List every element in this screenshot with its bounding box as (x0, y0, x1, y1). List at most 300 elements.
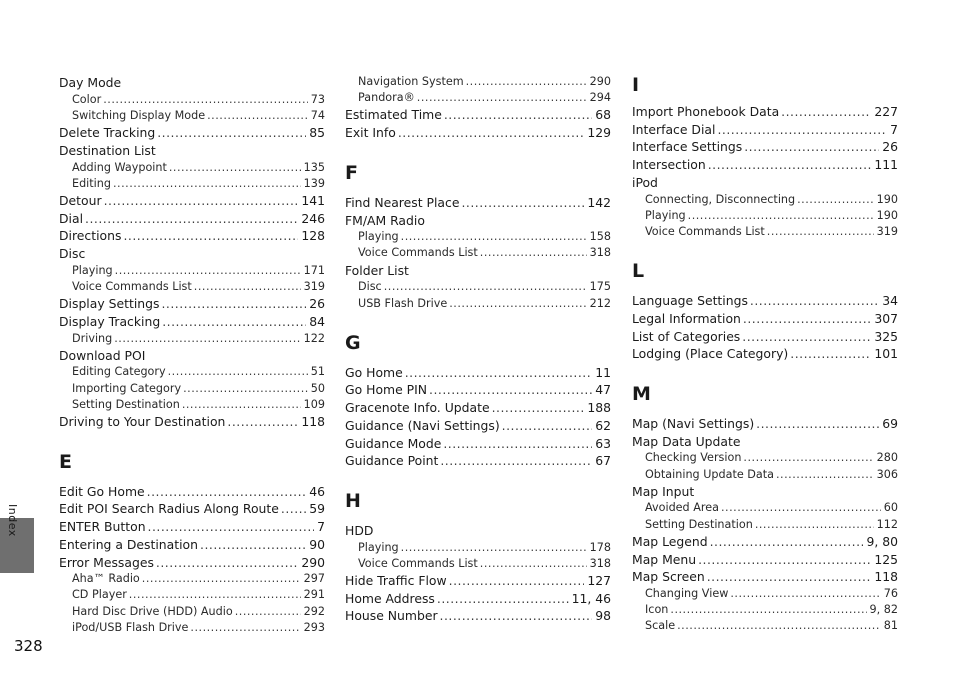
index-entry-label: Driving (72, 331, 113, 345)
index-entry-label: Playing (358, 540, 399, 554)
dot-leader (200, 536, 306, 554)
index-entry-label: List of Categories (632, 328, 741, 344)
index-entry-changing-view[interactable] (632, 586, 898, 602)
index-column-1 (59, 74, 325, 636)
index-entry-guidance-mode[interactable] (345, 435, 611, 453)
index-entry-voice-commands-list[interactable] (345, 245, 611, 261)
dot-leader (169, 160, 301, 176)
index-entry-label: Disc (59, 246, 86, 262)
index-entry-aha-radio[interactable] (59, 571, 325, 587)
index-entry-driving-to-your-destination[interactable] (59, 413, 325, 431)
dot-leader (85, 210, 298, 228)
index-entry-page[interactable]: 63 (595, 435, 611, 451)
index-entry-label: Guidance Point (345, 453, 439, 469)
index-entry-page[interactable]: 139 (303, 176, 325, 190)
index-entry-label: Guidance (Navi Settings) (345, 417, 500, 433)
dot-leader (767, 224, 874, 240)
section-letter-l: L (632, 260, 645, 283)
index-entry-label: Day Mode (59, 75, 122, 90)
dot-leader (157, 124, 306, 142)
index-entry-playing[interactable] (345, 229, 611, 245)
index-entry-label: Icon (645, 603, 669, 617)
index-entry-map-legend[interactable] (632, 533, 898, 551)
dot-leader (161, 295, 306, 313)
dot-leader (744, 138, 879, 156)
index-entry-page[interactable]: 178 (589, 540, 611, 554)
index-entry-playing[interactable] (632, 208, 898, 224)
index-entry-fm-am-radio (345, 212, 611, 230)
index-entry-page[interactable]: 26 (882, 139, 898, 155)
index-entry-page[interactable]: 125 (874, 551, 898, 567)
index-entry-page[interactable]: 47 (595, 382, 611, 398)
index-entry-page[interactable]: 51 (310, 365, 325, 379)
index-entry-label: Entering a Destination (59, 536, 198, 552)
index-entry-connecting-disconnecting[interactable] (632, 192, 898, 208)
dot-leader (707, 568, 872, 586)
index-entry-page[interactable]: 76 (883, 586, 898, 600)
index-entry-label: Map Legend (632, 533, 708, 549)
index-entry-switching-display-mode[interactable] (59, 108, 325, 124)
index-entry-hide-traffic-flow[interactable] (345, 572, 611, 590)
index-entry-page[interactable]: 7 (317, 519, 325, 535)
index-entry-display-settings[interactable] (59, 295, 325, 313)
index-entry-page[interactable]: 293 (303, 620, 325, 634)
index-entry-page[interactable]: 11, 46 (571, 590, 611, 606)
index-entry-page[interactable]: 292 (303, 604, 325, 618)
dot-leader (194, 279, 301, 295)
index-entry-interface-dial[interactable] (632, 121, 898, 139)
index-entry-page[interactable]: 135 (303, 160, 325, 174)
index-entry-page[interactable]: 291 (303, 588, 325, 602)
index-entry-find-nearest-place[interactable] (345, 194, 611, 212)
index-entry-label: Lodging (Place Category) (632, 346, 789, 362)
dot-leader (183, 381, 308, 397)
index-entry-page[interactable]: 142 (587, 194, 611, 210)
index-entry-label: Destination List (59, 142, 156, 158)
index-entry-label: Interface Dial (632, 121, 716, 137)
dot-leader (708, 156, 872, 174)
dot-leader (401, 540, 587, 556)
index-entry-scale[interactable] (632, 618, 898, 634)
dot-leader (207, 108, 308, 124)
index-entry-page[interactable]: 112 (876, 517, 898, 531)
dot-leader (743, 310, 871, 328)
dot-leader (677, 618, 881, 634)
index-entry-checking-version[interactable] (632, 450, 898, 466)
dot-leader (443, 435, 592, 453)
index-entry-label: CD Player (72, 588, 127, 602)
dot-leader (162, 313, 306, 331)
index-entry-page[interactable]: 60 (883, 501, 898, 515)
index-entry-label: iPod (632, 174, 658, 190)
index-entry-map-screen[interactable] (632, 568, 898, 586)
index-column-2 (345, 74, 611, 625)
index-entry-voice-commands-list[interactable] (345, 556, 611, 572)
index-entry-page[interactable]: 306 (876, 467, 898, 481)
index-entry-map-navi-settings[interactable] (632, 415, 898, 433)
index-entry-label: Edit Go Home (59, 483, 145, 499)
index-entry-disc[interactable] (345, 279, 611, 295)
index-entry-label: Map Data Update (632, 433, 741, 449)
index-entry-page[interactable]: 101 (874, 346, 898, 362)
index-entry-intersection[interactable] (632, 156, 898, 174)
index-entry-obtaining-update-data[interactable] (632, 467, 898, 483)
dot-leader (743, 450, 873, 466)
index-entry-interface-settings[interactable] (632, 138, 898, 156)
dot-leader (440, 452, 592, 470)
index-entry-page[interactable]: 59 (309, 501, 325, 517)
index-entry-label: Setting Destination (645, 517, 753, 531)
index-entry-estimated-time[interactable] (345, 106, 611, 124)
dot-leader (148, 518, 315, 536)
index-entry-page[interactable]: 280 (876, 451, 898, 465)
dot-leader (717, 121, 887, 139)
dot-leader (401, 229, 587, 245)
index-entry-label: Changing View (645, 586, 729, 600)
index-entry-lodging-place-category[interactable] (632, 345, 898, 363)
dot-leader (688, 208, 874, 224)
index-entry-page[interactable]: 11 (595, 364, 611, 380)
index-entry-page[interactable]: 297 (303, 572, 325, 586)
index-entry-page[interactable]: 98 (595, 608, 611, 624)
index-entry-label: Pandora® (358, 91, 415, 105)
index-entry-page[interactable]: 26 (309, 296, 325, 312)
dot-leader (776, 467, 874, 483)
dot-leader (417, 90, 587, 106)
dot-leader (103, 92, 308, 108)
index-entry-label: Go Home (345, 364, 403, 380)
index-entry-label: Map (Navi Settings) (632, 415, 755, 431)
index-entry-page[interactable]: 212 (589, 296, 611, 310)
index-entry-page[interactable]: 171 (303, 263, 325, 277)
index-entry-page[interactable]: 325 (874, 328, 898, 344)
section-letter-e: E (59, 450, 72, 473)
dot-leader (156, 554, 298, 572)
index-entry-label: Directions (59, 228, 122, 244)
dot-leader (466, 74, 587, 90)
index-column-3 (632, 74, 898, 635)
index-entry-label: Adding Waypoint (72, 160, 167, 174)
section-letter-f: F (345, 161, 358, 184)
dot-leader (384, 279, 587, 295)
index-entry-page[interactable]: 84 (309, 313, 325, 329)
dot-leader (698, 551, 871, 569)
dot-leader (440, 607, 593, 625)
dot-leader (502, 417, 593, 435)
index-entry-label: Editing (72, 176, 111, 190)
dot-leader (113, 176, 301, 192)
index-entry-page[interactable]: 190 (876, 208, 898, 222)
section-letter-h: H (345, 489, 361, 512)
section-letter-g: G (345, 331, 361, 354)
index-entry-label: Import Phonebook Data (632, 104, 780, 119)
index-entry-page[interactable]: 9, 82 (869, 603, 898, 617)
index-entry-label: HDD (345, 522, 374, 538)
dot-leader (492, 399, 585, 417)
index-entry-label: FM/AM Radio (345, 212, 425, 228)
index-entry-label: Playing (358, 230, 399, 244)
index-entry-label: Hard Disc Drive (HDD) Audio (72, 604, 233, 618)
index-entry-label: Home Address (345, 590, 435, 606)
index-entry-label: Playing (645, 208, 686, 222)
dot-leader (182, 397, 301, 413)
index-entry-list-of-categories[interactable] (632, 328, 898, 346)
index-entry-page[interactable]: 294 (589, 91, 611, 105)
index-entry-editing-category[interactable] (59, 364, 325, 380)
index-entry-page[interactable]: 69 (882, 415, 898, 431)
index-entry-setting-destination[interactable] (632, 517, 898, 533)
index-entry-page[interactable]: 109 (303, 397, 325, 411)
index-entry-exit-info[interactable] (345, 124, 611, 142)
dot-leader (461, 194, 584, 212)
index-entry-label: Checking Version (645, 451, 742, 465)
dot-leader (437, 590, 569, 608)
index-entry-page[interactable]: 128 (301, 228, 325, 244)
index-entry-label: Voice Commands List (358, 246, 478, 260)
index-entry-go-home-pin[interactable] (345, 381, 611, 399)
index-entry-color[interactable] (59, 92, 325, 108)
index-entry-label: Intersection (632, 157, 706, 173)
index-entry-page[interactable]: 158 (589, 230, 611, 244)
index-entry-page[interactable]: 227 (874, 104, 898, 119)
index-entry-edit-go-home[interactable] (59, 483, 325, 501)
index-entry-page[interactable]: 122 (303, 331, 325, 345)
dot-leader (755, 517, 874, 533)
index-entry-playing[interactable] (59, 263, 325, 279)
index-entry-delete-tracking[interactable] (59, 124, 325, 142)
index-entry-importing-category[interactable] (59, 381, 325, 397)
index-entry-label: Voice Commands List (72, 279, 192, 293)
dot-leader (429, 381, 592, 399)
index-entry-directions[interactable] (59, 227, 325, 245)
index-entry-page[interactable]: 111 (874, 157, 898, 173)
index-entry-page[interactable]: 85 (309, 125, 325, 141)
index-entry-map-data-update (632, 433, 898, 451)
dot-leader (480, 556, 587, 572)
index-entry-label: Disc (358, 280, 382, 294)
index-entry-label: Editing Category (72, 365, 166, 379)
index-entry-page[interactable]: 129 (587, 125, 611, 141)
index-entry-label: Display Tracking (59, 313, 161, 329)
index-entry-voice-commands-list[interactable] (632, 224, 898, 240)
dot-leader (742, 328, 871, 346)
dot-leader (115, 263, 301, 279)
index-entry-adding-waypoint[interactable] (59, 160, 325, 176)
index-entry-label: Avoided Area (645, 501, 719, 515)
section-letter-m: M (632, 382, 651, 405)
index-entry-cd-player[interactable] (59, 587, 325, 603)
index-entry-error-messages[interactable] (59, 554, 325, 572)
index-entry-label: Display Settings (59, 296, 160, 312)
index-entry-language-settings[interactable] (632, 292, 898, 310)
index-entry-label: Detour (59, 192, 102, 208)
index-entry-page[interactable]: 318 (589, 556, 611, 570)
index-entry-navigation-system[interactable] (345, 74, 611, 90)
index-entry-label: Download POI (59, 347, 146, 363)
index-entry-ipod-usb-flash-drive[interactable] (59, 620, 325, 636)
index-entry-label: USB Flash Drive (358, 296, 448, 310)
index-entry-enter-button[interactable] (59, 518, 325, 536)
index-entry-label: Dial (59, 210, 84, 226)
index-entry-go-home[interactable] (345, 364, 611, 382)
index-entry-label: Gracenote Info. Update (345, 400, 490, 416)
index-entry-label: House Number (345, 608, 438, 624)
index-entry-ipod (632, 174, 898, 192)
index-entry-folder-list (345, 262, 611, 280)
index-entry-label: Find Nearest Place (345, 194, 460, 210)
dot-leader (281, 500, 306, 518)
index-entry-setting-destination[interactable] (59, 397, 325, 413)
dot-leader (227, 413, 298, 431)
index-entry-map-input (632, 483, 898, 501)
index-entry-label: Folder List (345, 262, 409, 278)
dot-leader (142, 571, 301, 587)
index-entry-disc (59, 245, 325, 263)
index-entry-label: Driving to Your Destination (59, 414, 226, 430)
index-entry-usb-flash-drive[interactable] (345, 296, 611, 312)
index-entry-label: Map Menu (632, 551, 697, 567)
index-entry-page[interactable]: 46 (309, 483, 325, 499)
index-entry-label: Language Settings (632, 293, 748, 309)
index-entry-page[interactable]: 290 (589, 75, 611, 88)
index-entry-page[interactable]: 319 (303, 279, 325, 293)
index-entry-detour[interactable] (59, 192, 325, 210)
index-entry-dial[interactable] (59, 210, 325, 228)
dot-leader (405, 364, 593, 382)
index-entry-page[interactable]: 9, 80 (866, 533, 898, 549)
dot-leader (114, 331, 300, 347)
index-entry-label: Delete Tracking (59, 125, 156, 141)
index-entry-page[interactable]: 175 (589, 280, 611, 294)
index-entry-label: Voice Commands List (358, 556, 478, 570)
index-entry-pandora[interactable] (345, 90, 611, 106)
index-entry-entering-a-destination[interactable] (59, 536, 325, 554)
dot-leader (190, 620, 300, 636)
index-entry-label: Navigation System (358, 75, 464, 88)
index-entry-label: Interface Settings (632, 139, 743, 155)
dot-leader (750, 292, 879, 310)
index-entry-page[interactable]: 67 (595, 453, 611, 469)
index-entry-hdd (345, 522, 611, 540)
index-entry-label: Hide Traffic Flow (345, 573, 447, 589)
index-entry-legal-information[interactable] (632, 310, 898, 328)
index-entry-icon[interactable] (632, 602, 898, 618)
index-entry-page[interactable]: 118 (301, 414, 325, 430)
index-entry-label: Map Screen (632, 569, 705, 585)
index-entry-label: Setting Destination (72, 397, 180, 411)
index-entry-page[interactable]: 62 (595, 417, 611, 433)
dot-leader (480, 245, 587, 261)
index-entry-driving[interactable] (59, 331, 325, 347)
dot-leader (147, 483, 307, 501)
index-entry-page[interactable]: 74 (310, 108, 325, 122)
dot-leader (449, 296, 586, 312)
index-entry-label: Importing Category (72, 381, 182, 395)
index-entry-hard-disc-drive-hdd-audio[interactable] (59, 604, 325, 620)
index-entry-page[interactable]: 50 (310, 381, 325, 395)
index-entry-page[interactable]: 118 (874, 569, 898, 585)
index-entry-editing[interactable] (59, 176, 325, 192)
dot-leader (756, 415, 879, 433)
index-entry-gracenote-info-update[interactable] (345, 399, 611, 417)
index-entry-label: Playing (72, 263, 113, 277)
index-entry-label: Connecting, Disconnecting (645, 192, 796, 206)
index-entry-label: Estimated Time (345, 107, 442, 123)
index-entry-page[interactable]: 127 (587, 573, 611, 589)
index-entry-label: Exit Info (345, 125, 396, 141)
index-entry-label: iPod/USB Flash Drive (72, 620, 189, 634)
index-entry-page[interactable]: 141 (301, 192, 325, 208)
dot-leader (398, 124, 584, 142)
section-letter-i: I (632, 74, 640, 96)
index-entry-destination-list (59, 142, 325, 160)
index-entry-home-address[interactable] (345, 590, 611, 608)
dot-leader (123, 227, 298, 245)
index-entry-label: ENTER Button (59, 519, 146, 535)
index-entry-label: Go Home PIN (345, 382, 428, 398)
index-entry-label: Error Messages (59, 554, 154, 570)
dot-leader (104, 192, 299, 210)
index-entry-playing[interactable] (345, 540, 611, 556)
dot-leader (730, 586, 880, 602)
dot-leader (721, 500, 881, 516)
index-entry-page[interactable]: 246 (301, 210, 325, 226)
dot-leader (129, 587, 301, 603)
dot-leader (449, 572, 585, 590)
index-entry-avoided-area[interactable] (632, 500, 898, 516)
dot-leader (790, 345, 871, 363)
index-entry-voice-commands-list[interactable] (59, 279, 325, 295)
index-entry-map-menu[interactable] (632, 551, 898, 569)
index-entry-import-phonebook-data[interactable] (632, 103, 898, 121)
index-entry-page[interactable]: 307 (874, 310, 898, 326)
index-entry-page[interactable]: 81 (883, 619, 898, 633)
index-entry-page[interactable]: 34 (882, 293, 898, 309)
index-entry-label: Obtaining Update Data (645, 467, 774, 481)
index-entry-page[interactable]: 190 (876, 192, 898, 206)
index-entry-page[interactable]: 290 (301, 554, 325, 570)
page-number: 328 (14, 637, 43, 655)
dot-leader (710, 533, 864, 551)
index-entry-page[interactable]: 7 (890, 121, 898, 137)
index-entry-page[interactable]: 90 (309, 536, 325, 552)
index-entry-label: Color (72, 92, 102, 106)
dot-leader (781, 103, 871, 121)
index-entry-page[interactable]: 319 (876, 224, 898, 238)
index-entry-label: Edit POI Search Radius Along Route (59, 501, 279, 517)
index-entry-download-poi (59, 347, 325, 365)
index-entry-page[interactable]: 318 (589, 246, 611, 260)
index-entry-house-number[interactable] (345, 607, 611, 625)
index-entry-guidance-navi-settings[interactable] (345, 417, 611, 435)
dot-leader (444, 106, 592, 124)
side-tab-label: Index (6, 504, 19, 537)
index-entry-page[interactable]: 73 (310, 92, 325, 106)
index-entry-label: Legal Information (632, 310, 741, 326)
dot-leader (168, 364, 308, 380)
index-entry-label: Scale (645, 619, 676, 633)
index-entry-day-mode (59, 74, 325, 92)
index-entry-label: Map Input (632, 483, 695, 499)
index-entry-label: Guidance Mode (345, 435, 442, 451)
index-entry-page[interactable]: 188 (587, 400, 611, 416)
index-entry-display-tracking[interactable] (59, 313, 325, 331)
index-entry-label: Voice Commands List (645, 224, 765, 238)
index-entry-edit-poi-search-radius-along-route[interactable] (59, 500, 325, 518)
index-entry-guidance-point[interactable] (345, 452, 611, 470)
index-entry-page[interactable]: 68 (595, 107, 611, 123)
index-entry-label: Switching Display Mode (72, 108, 206, 122)
